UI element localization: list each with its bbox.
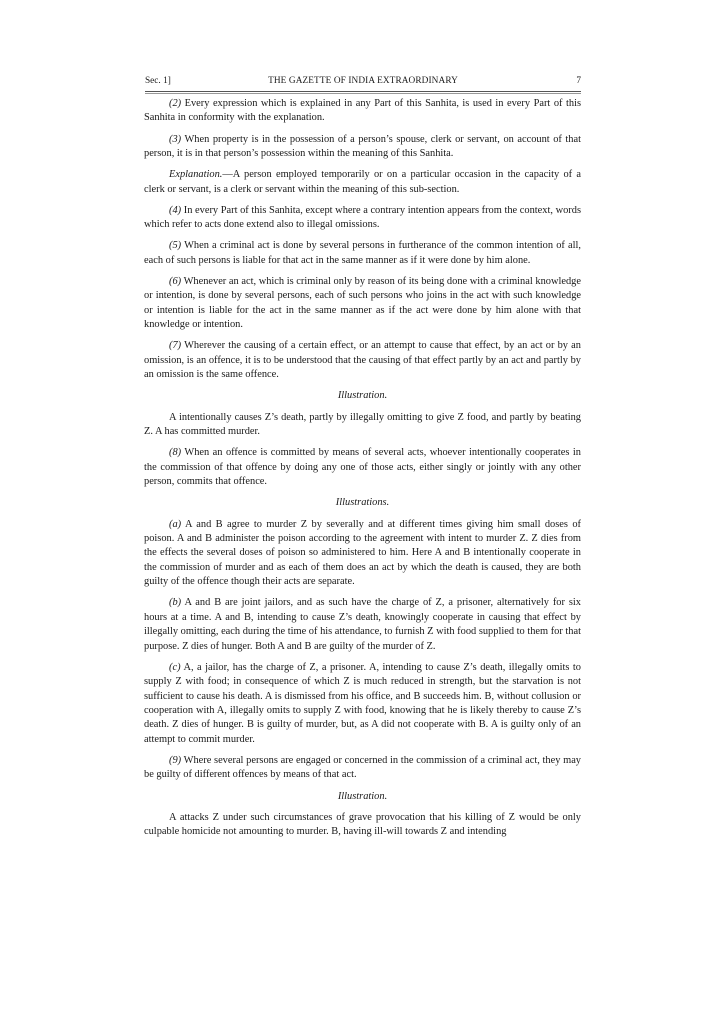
clause-paragraph: [144, 97, 581, 126]
clause-text: Whenever an act, which is criminal only by reason of its being done with a criminal knowledge or intention, is done by several persons, each of such persons who joins in the act with such knowledge or intention is liable for the act in the same manner as if the act were done by him alone with that knowledge or intention.: [144, 276, 581, 331]
illustration-heading: Illustration.: [337, 390, 388, 402]
clause-paragraph: [144, 811, 581, 840]
header-rule: [145, 91, 581, 92]
clause-text: A, a jailor, has the charge of Z, a prisoner. A, intending to cause Z’s death, illegally omits to supply Z with food; in consequence of which Z is much reduced in strength, but the starvation is not sufficient to cause his death. A is dismissed from his office, and B succeeds him. B, without collusion or cooperation with A, illegally omits to supply Z with food, knowing that he is likely thereby to cause Z’s death. Z dies of hunger. B is guilty of murder, but, as A did not cooperate with B. A is guilty only of an attempt to commit murder.: [144, 661, 581, 745]
clause-text: Every expression which is explained in any Part of this Sanhita, is used in every Part of this Sanhita in conformity with the explanation.: [144, 98, 581, 124]
clause-paragraph: [144, 168, 581, 197]
clause-text: In every Part of this Sanhita, except where a contrary intention appears from the context, words which refer to acts done extend also to illegal omissions.: [144, 204, 581, 231]
clause-text: When an offence is committed by means of several acts, whoever intentionally cooperates in the commission of that offence by doing any one of those acts, either singly or jointly with any other person, commits that offence.: [144, 447, 581, 488]
clause-text: —A person employed temporarily or on a particular occasion in the capacity of a clerk or servant, is a clerk or servant within the meaning of this sub-section.: [144, 169, 581, 195]
clause-text: Wherever the causing of a certain effect, or an attempt to cause that effect, by an act or by an omission, is an offence, it is to be understood that the causing of that effect partly by an act and partly by an omission is the same offence.: [144, 340, 581, 381]
clause-paragraph: [144, 411, 581, 440]
clause-number: (7): [169, 340, 182, 352]
clause-number: (6): [169, 276, 182, 288]
clause-number: (a): [169, 518, 182, 530]
document-body: [144, 97, 581, 846]
illustration-heading: Illustration.: [337, 790, 388, 802]
clause-paragraph: [144, 275, 581, 333]
clause-text: A and B agree to murder Z by severally and at different times giving him small doses of poison. A and B administer the poison according to the agreement with intent to murder Z. Z dies from the effects the several doses of poison so administered to him. Here A and B intentionally cooperate in the commission of murder and as each of them does an act by which the death is caused, they are both guilty of the offence though their acts are separate.: [144, 518, 581, 588]
clause-number: (4): [169, 204, 182, 216]
clause-number: (5): [169, 240, 182, 252]
clause-text: Where several persons are engaged or concerned in the commission of a criminal act, they may be guilty of different offences by means of that act.: [144, 755, 581, 781]
clause-text: When property is in the possession of a person’s spouse, clerk or servant, on account of that person, it is in that person’s possession within the meaning of this Sanhita.: [144, 133, 581, 160]
clause-text: When a criminal act is done by several persons in furtherance of the common intention of all, each of such persons is liable for that act in the same manner as if it were done by him alone.: [144, 240, 581, 266]
page-number: 7: [576, 76, 581, 86]
header-rule-thin: [145, 93, 581, 94]
clause-paragraph: [144, 446, 581, 489]
clause-paragraph: [144, 518, 581, 590]
illustration-heading: Illustrations.: [335, 497, 390, 509]
clause-paragraph: [144, 661, 581, 747]
clause-number: (3): [169, 133, 182, 145]
clause-number: (c): [169, 661, 181, 673]
clause-paragraph: [144, 239, 581, 268]
clause-number: (8): [169, 447, 182, 459]
clause-paragraph: [144, 754, 581, 783]
clause-paragraph: [144, 204, 581, 233]
clause-text: A intentionally causes Z’s death, partly by illegally omitting to give Z food, and partly by beating Z. A has committed murder.: [144, 411, 581, 438]
clause-paragraph: [144, 133, 581, 162]
clause-text: A and B are joint jailors, and as such have the charge of Z, a prisoner, alternatively for six hours at a time. A and B, intending to cause Z’s death, knowingly cooperate in causing that effect by illegally omitting, each during the time of his attendance, to furnish Z with food supplied to them for that purpose. Z dies of hunger. Both A and B are guilty of the murder of Z.: [144, 597, 581, 652]
page-header: [145, 73, 581, 89]
clause-text: A attacks Z under such circumstances of grave provocation that his killing of Z would be only culpable homicide not amounting to murder. B, having ill-will towards Z and intending: [144, 811, 581, 838]
clause-number: (2): [169, 98, 182, 109]
section-label: Sec. 1]: [145, 76, 171, 86]
clause-paragraph: [144, 596, 581, 654]
gazette-title: THE GAZETTE OF INDIA EXTRAORDINARY: [268, 76, 458, 86]
clause-number: (9): [169, 755, 182, 766]
clause-number: Explanation.: [169, 169, 223, 181]
clause-paragraph: [144, 339, 581, 382]
clause-number: (b): [169, 597, 182, 609]
